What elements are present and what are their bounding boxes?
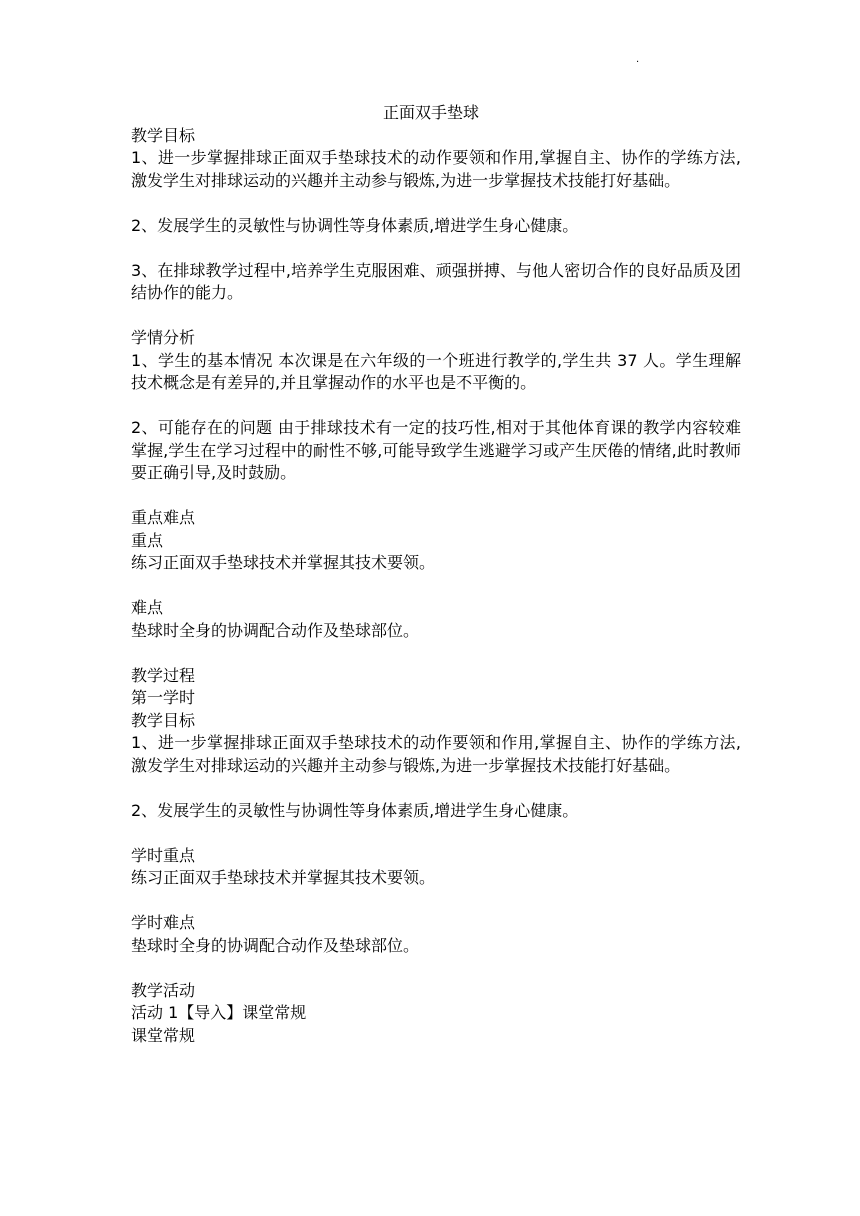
- objective-item: 3、在排球教学过程中,培养学生克服困难、顽强拼搏、与他人密切合作的良好品质及团结协作的能力。: [131, 260, 741, 302]
- key-points-heading: 重点难点: [131, 508, 196, 527]
- activities-heading: 教学活动: [131, 980, 196, 1000]
- activity-title: 活动 1【导入】课堂常规: [131, 1003, 307, 1022]
- activity-subtitle: 课堂常规: [131, 1025, 196, 1045]
- analysis-item: 1、学生的基本情况 本次课是在六年级的一个班进行教学的,学生共 37 人。学生理解技术概念是有差异的,并且掌握动作的水平也是不平衡的。: [131, 350, 741, 392]
- header-mark: .: [636, 54, 640, 65]
- difficulty-label: 难点: [131, 598, 164, 617]
- analysis-heading: 学情分析: [131, 328, 196, 347]
- lesson-objective-item: 2、发展学生的灵敏性与协调性等身体素质,增进学生身心健康。: [131, 800, 579, 820]
- objective-item: 2、发展学生的灵敏性与协调性等身体素质,增进学生身心健康。: [131, 215, 579, 235]
- lesson-key-text: 练习正面双手垫球技术并掌握其技术要领。: [131, 868, 436, 887]
- analysis-item: 2、可能存在的问题 由于排球技术有一定的技巧性,相对于其他体育课的教学内容较难掌握,学生在学习过程中的耐性不够,可能导致学生逃避学习或产生厌倦的情绪,此时教师要正确引导,及时鼓励。: [131, 418, 741, 482]
- lesson-key-label: 学时重点: [131, 845, 196, 865]
- key-text: 练习正面双手垫球技术并掌握其技术要领。: [131, 553, 436, 572]
- objectives-heading: 教学目标: [131, 125, 196, 145]
- key-label: 重点: [131, 530, 164, 550]
- objective-item: 1、进一步掌握排球正面双手垫球技术的动作要领和作用,掌握自主、协作的学练方法,激发学生对排球运动的兴趣并主动参与锻炼,为进一步掌握技术技能打好基础。: [131, 148, 741, 190]
- lesson-objective-item: 1、进一步掌握排球正面双手垫球技术的动作要领和作用,掌握自主、协作的学练方法,激发学生对排球运动的兴趣并主动参与锻炼,为进一步掌握技术技能打好基础。: [131, 733, 741, 775]
- lesson-label: 第一学时: [131, 688, 196, 707]
- lesson-objectives-heading: 教学目标: [131, 710, 196, 730]
- lesson-difficulty-label: 学时难点: [131, 913, 196, 932]
- document-body: [131, 102, 741, 1047]
- difficulty-text: 垫球时全身的协调配合动作及垫球部位。: [131, 620, 420, 640]
- document-title: 正面双手垫球: [382, 103, 479, 122]
- process-heading: 教学过程: [131, 665, 196, 685]
- lesson-difficulty-text: 垫球时全身的协调配合动作及垫球部位。: [131, 935, 420, 955]
